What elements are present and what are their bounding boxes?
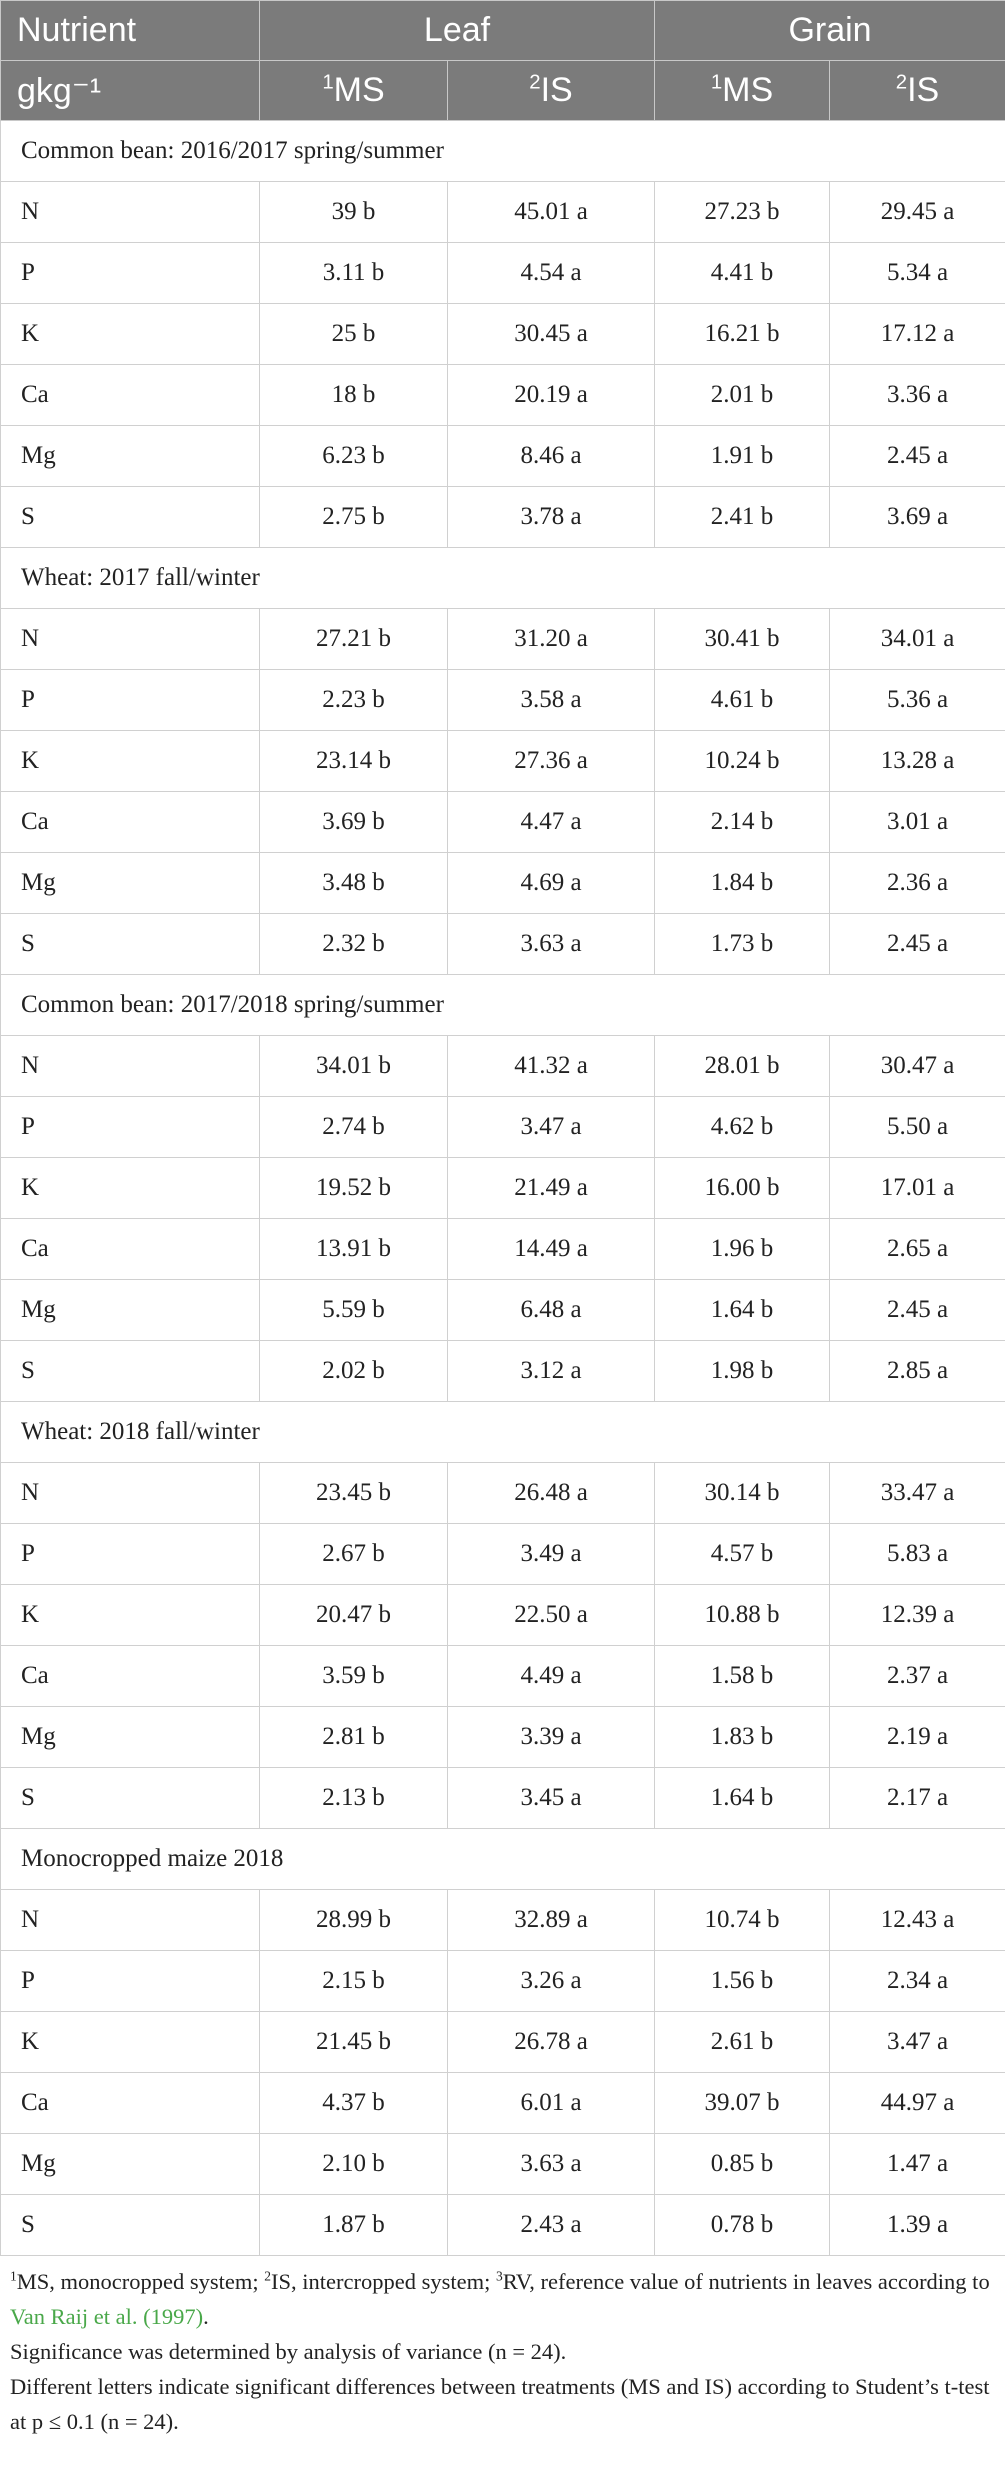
table-row <box>1 1951 1005 2012</box>
table-row <box>1 1707 1005 1768</box>
leaf-ms-value: 2.10 b <box>260 2134 448 2195</box>
leaf-is-value: 32.89 a <box>448 1890 655 1951</box>
leaf-is-value: 3.63 a <box>448 914 655 975</box>
grain-is-value: 2.19 a <box>830 1707 1005 1768</box>
leaf-ms-value: 18 b <box>260 365 448 426</box>
grain-is-value: 12.39 a <box>830 1585 1005 1646</box>
table-row <box>1 1524 1005 1585</box>
grain-ms-value: 39.07 b <box>655 2073 830 2134</box>
leaf-ms-value: 2.81 b <box>260 1707 448 1768</box>
grain-is-value: 2.65 a <box>830 1219 1005 1280</box>
section-row <box>1 975 1005 1036</box>
table-row <box>1 2195 1005 2256</box>
table-row <box>1 1280 1005 1341</box>
grain-ms-value: 4.57 b <box>655 1524 830 1585</box>
leaf-ms-value: 23.14 b <box>260 731 448 792</box>
grain-ms-value: 1.96 b <box>655 1219 830 1280</box>
nutrient-name: N <box>1 182 260 243</box>
leaf-ms-value: 3.69 b <box>260 792 448 853</box>
footnote-1: $^1$MS, monocropped system; $^2$IS, intercropped system; $^3$RV, reference value of nutrients in leaves according to Van Raij et al. (1997). <box>10 2268 990 2329</box>
nutrient-name: K <box>1 1585 260 1646</box>
leaf-is-value: 3.49 a <box>448 1524 655 1585</box>
leaf-ms-value: 3.11 b <box>260 243 448 304</box>
leaf-ms-value: 2.74 b <box>260 1097 448 1158</box>
table-row <box>1 914 1005 975</box>
leaf-ms-value: 3.48 b <box>260 853 448 914</box>
table-row <box>1 853 1005 914</box>
leaf-ms-value: 28.99 b <box>260 1890 448 1951</box>
table-row <box>1 1646 1005 1707</box>
grain-is-value: 2.45 a <box>830 426 1005 487</box>
nutrient-name: N <box>1 1463 260 1524</box>
grain-ms-value: 0.78 b <box>655 2195 830 2256</box>
table-row <box>1 426 1005 487</box>
nutrient-name: S <box>1 1768 260 1829</box>
nutrient-name: Mg <box>1 2134 260 2195</box>
header-grain: Grain <box>655 1 1005 61</box>
table-row <box>1 2134 1005 2195</box>
leaf-ms-value: 1.87 b <box>260 2195 448 2256</box>
section-row <box>1 1402 1005 1463</box>
leaf-is-value: 30.45 a <box>448 304 655 365</box>
section-title: Common bean: 2017/2018 spring/summer <box>1 975 1005 1036</box>
grain-ms-value: 10.88 b <box>655 1585 830 1646</box>
header-leaf-is: $^2$IS <box>448 61 655 121</box>
header-grain-ms: $^1$MS <box>655 61 830 121</box>
table-row <box>1 2012 1005 2073</box>
nutrient-name: P <box>1 243 260 304</box>
grain-is-value: 12.43 a <box>830 1890 1005 1951</box>
table-row <box>1 1036 1005 1097</box>
leaf-ms-value: 39 b <box>260 182 448 243</box>
leaf-is-value: 22.50 a <box>448 1585 655 1646</box>
grain-ms-value: 30.41 b <box>655 609 830 670</box>
leaf-ms-value: 2.75 b <box>260 487 448 548</box>
grain-ms-value: 1.84 b <box>655 853 830 914</box>
nutrient-name: Ca <box>1 1219 260 1280</box>
grain-is-value: 29.45 a <box>830 182 1005 243</box>
table-row <box>1 182 1005 243</box>
nutrient-name: P <box>1 1097 260 1158</box>
leaf-ms-value: 2.23 b <box>260 670 448 731</box>
table-row <box>1 609 1005 670</box>
section-title: Common bean: 2016/2017 spring/summer <box>1 121 1005 182</box>
grain-is-value: 13.28 a <box>830 731 1005 792</box>
leaf-ms-value: 19.52 b <box>260 1158 448 1219</box>
nutrient-name: Mg <box>1 1707 260 1768</box>
table-row <box>1 731 1005 792</box>
table-row <box>1 670 1005 731</box>
nutrient-name: K <box>1 304 260 365</box>
leaf-is-value: 3.39 a <box>448 1707 655 1768</box>
leaf-ms-value: 25 b <box>260 304 448 365</box>
table-row <box>1 1097 1005 1158</box>
table-row <box>1 1158 1005 1219</box>
section-title: Monocropped maize 2018 <box>1 1829 1005 1890</box>
leaf-is-value: 6.01 a <box>448 2073 655 2134</box>
leaf-ms-value: 2.13 b <box>260 1768 448 1829</box>
leaf-ms-value: 21.45 b <box>260 2012 448 2073</box>
grain-is-value: 3.01 a <box>830 792 1005 853</box>
grain-is-value: 2.17 a <box>830 1768 1005 1829</box>
grain-is-value: 17.12 a <box>830 304 1005 365</box>
nutrient-name: Ca <box>1 2073 260 2134</box>
nutrient-name: N <box>1 609 260 670</box>
grain-ms-value: 1.64 b <box>655 1280 830 1341</box>
grain-is-value: 34.01 a <box>830 609 1005 670</box>
leaf-ms-value: 2.15 b <box>260 1951 448 2012</box>
leaf-is-value: 45.01 a <box>448 182 655 243</box>
grain-is-value: 30.47 a <box>830 1036 1005 1097</box>
footnote-3: Different letters indicate significant differences between treatments (MS and IS) according to Student’s t-test at p ≤ 0.1 (n = 24). <box>10 2374 990 2434</box>
leaf-ms-value: 27.21 b <box>260 609 448 670</box>
leaf-ms-value: 5.59 b <box>260 1280 448 1341</box>
leaf-is-value: 4.47 a <box>448 792 655 853</box>
grain-ms-value: 2.01 b <box>655 365 830 426</box>
leaf-ms-value: 20.47 b <box>260 1585 448 1646</box>
leaf-is-value: 3.45 a <box>448 1768 655 1829</box>
leaf-is-value: 3.63 a <box>448 2134 655 2195</box>
nutrient-name: Ca <box>1 365 260 426</box>
grain-ms-value: 1.58 b <box>655 1646 830 1707</box>
leaf-ms-value: 23.45 b <box>260 1463 448 1524</box>
grain-ms-value: 10.74 b <box>655 1890 830 1951</box>
leaf-is-value: 26.78 a <box>448 2012 655 2073</box>
grain-is-value: 5.83 a <box>830 1524 1005 1585</box>
table-row <box>1 1341 1005 1402</box>
grain-is-value: 5.34 a <box>830 243 1005 304</box>
table-row <box>1 304 1005 365</box>
grain-is-value: 3.69 a <box>830 487 1005 548</box>
grain-is-value: 3.47 a <box>830 2012 1005 2073</box>
leaf-is-value: 3.26 a <box>448 1951 655 2012</box>
leaf-is-value: 20.19 a <box>448 365 655 426</box>
grain-is-value: 2.85 a <box>830 1341 1005 1402</box>
grain-ms-value: 1.83 b <box>655 1707 830 1768</box>
header-nutrient: Nutrient <box>1 1 260 61</box>
nutrient-name: S <box>1 914 260 975</box>
nutrient-name: K <box>1 1158 260 1219</box>
nutrient-name: Mg <box>1 1280 260 1341</box>
grain-is-value: 5.36 a <box>830 670 1005 731</box>
nutrient-name: S <box>1 2195 260 2256</box>
nutrient-name: P <box>1 1524 260 1585</box>
leaf-ms-value: 2.32 b <box>260 914 448 975</box>
grain-ms-value: 2.41 b <box>655 487 830 548</box>
leaf-is-value: 27.36 a <box>448 731 655 792</box>
grain-ms-value: 1.98 b <box>655 1341 830 1402</box>
table-row <box>1 243 1005 304</box>
grain-ms-value: 1.56 b <box>655 1951 830 2012</box>
table-body <box>1 121 1005 2256</box>
grain-is-value: 17.01 a <box>830 1158 1005 1219</box>
nutrient-name: Mg <box>1 426 260 487</box>
grain-is-value: 3.36 a <box>830 365 1005 426</box>
nutrient-name: Mg <box>1 853 260 914</box>
leaf-ms-value: 2.67 b <box>260 1524 448 1585</box>
table-row <box>1 1219 1005 1280</box>
grain-ms-value: 16.00 b <box>655 1158 830 1219</box>
leaf-is-value: 41.32 a <box>448 1036 655 1097</box>
header-row-1 <box>1 1 1005 61</box>
nutrient-name: P <box>1 670 260 731</box>
leaf-is-value: 3.12 a <box>448 1341 655 1402</box>
table-row <box>1 1890 1005 1951</box>
grain-is-value: 1.39 a <box>830 2195 1005 2256</box>
header-leaf-ms: $^1$MS <box>260 61 448 121</box>
leaf-is-value: 26.48 a <box>448 1463 655 1524</box>
header-unit: gkg⁻¹ <box>1 61 260 121</box>
header-leaf: Leaf <box>260 1 655 61</box>
nutrient-name: K <box>1 2012 260 2073</box>
table-row <box>1 365 1005 426</box>
grain-is-value: 2.37 a <box>830 1646 1005 1707</box>
leaf-is-value: 4.49 a <box>448 1646 655 1707</box>
leaf-is-value: 2.43 a <box>448 2195 655 2256</box>
leaf-is-value: 4.69 a <box>448 853 655 914</box>
reference-link[interactable]: Van Raij et al. (1997) <box>10 2304 204 2329</box>
nutrient-name: S <box>1 487 260 548</box>
grain-is-value: 2.45 a <box>830 914 1005 975</box>
leaf-ms-value: 4.37 b <box>260 2073 448 2134</box>
grain-is-value: 33.47 a <box>830 1463 1005 1524</box>
leaf-ms-value: 34.01 b <box>260 1036 448 1097</box>
table-row <box>1 1585 1005 1646</box>
table-footnotes <box>0 2256 1005 2439</box>
grain-ms-value: 27.23 b <box>655 182 830 243</box>
leaf-ms-value: 2.02 b <box>260 1341 448 1402</box>
grain-ms-value: 1.64 b <box>655 1768 830 1829</box>
leaf-is-value: 3.58 a <box>448 670 655 731</box>
grain-ms-value: 4.41 b <box>655 243 830 304</box>
nutrient-name: N <box>1 1036 260 1097</box>
leaf-is-value: 8.46 a <box>448 426 655 487</box>
grain-ms-value: 0.85 b <box>655 2134 830 2195</box>
grain-ms-value: 30.14 b <box>655 1463 830 1524</box>
grain-ms-value: 1.91 b <box>655 426 830 487</box>
leaf-ms-value: 6.23 b <box>260 426 448 487</box>
grain-ms-value: 2.14 b <box>655 792 830 853</box>
leaf-is-value: 21.49 a <box>448 1158 655 1219</box>
grain-is-value: 44.97 a <box>830 2073 1005 2134</box>
leaf-is-value: 6.48 a <box>448 1280 655 1341</box>
grain-ms-value: 4.62 b <box>655 1097 830 1158</box>
section-title: Wheat: 2018 fall/winter <box>1 1402 1005 1463</box>
leaf-ms-value: 3.59 b <box>260 1646 448 1707</box>
grain-is-value: 1.47 a <box>830 2134 1005 2195</box>
grain-is-value: 5.50 a <box>830 1097 1005 1158</box>
leaf-ms-value: 13.91 b <box>260 1219 448 1280</box>
grain-ms-value: 1.73 b <box>655 914 830 975</box>
nutrient-name: P <box>1 1951 260 2012</box>
grain-ms-value: 2.61 b <box>655 2012 830 2073</box>
header-row-2 <box>1 61 1005 121</box>
grain-is-value: 2.34 a <box>830 1951 1005 2012</box>
grain-ms-value: 16.21 b <box>655 304 830 365</box>
leaf-is-value: 3.47 a <box>448 1097 655 1158</box>
table-row <box>1 1768 1005 1829</box>
grain-ms-value: 28.01 b <box>655 1036 830 1097</box>
grain-ms-value: 10.24 b <box>655 731 830 792</box>
section-row <box>1 548 1005 609</box>
nutrient-name: Ca <box>1 1646 260 1707</box>
grain-is-value: 2.36 a <box>830 853 1005 914</box>
nutrient-name: N <box>1 1890 260 1951</box>
grain-is-value: 2.45 a <box>830 1280 1005 1341</box>
leaf-is-value: 14.49 a <box>448 1219 655 1280</box>
section-row <box>1 121 1005 182</box>
table-row <box>1 487 1005 548</box>
footnote-2: Significance was determined by analysis of variance (n = 24). <box>10 2339 567 2364</box>
grain-ms-value: 4.61 b <box>655 670 830 731</box>
section-row <box>1 1829 1005 1890</box>
table-row <box>1 792 1005 853</box>
nutrient-name: Ca <box>1 792 260 853</box>
header-grain-is: $^2$IS <box>830 61 1005 121</box>
nutrient-name: S <box>1 1341 260 1402</box>
leaf-is-value: 31.20 a <box>448 609 655 670</box>
nutrient-name: K <box>1 731 260 792</box>
table-row <box>1 1463 1005 1524</box>
section-title: Wheat: 2017 fall/winter <box>1 548 1005 609</box>
leaf-is-value: 4.54 a <box>448 243 655 304</box>
table-row <box>1 2073 1005 2134</box>
leaf-is-value: 3.78 a <box>448 487 655 548</box>
